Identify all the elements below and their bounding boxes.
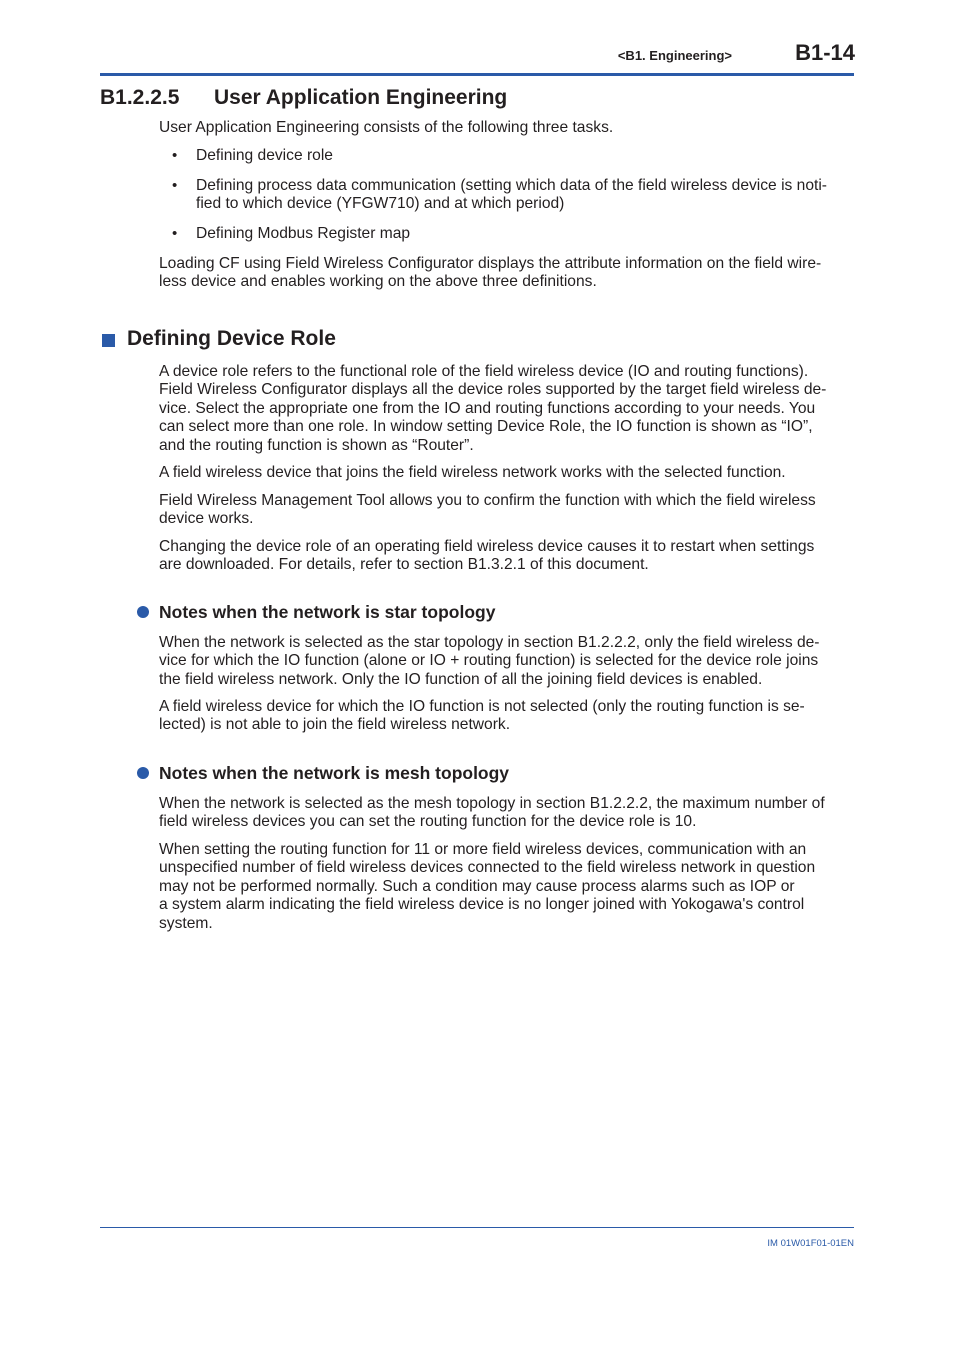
text-line: lected) is not able to join the field wireless network.	[159, 716, 511, 734]
text-line: A field wireless device for which the IO function is not selected (only the routing function is se-	[159, 698, 805, 715]
text-line: less device and enables working on the above three definitions.	[159, 273, 597, 291]
text-line: can select more than one role. In window setting Device Role, the IO function is shown as “IO”,	[159, 418, 813, 436]
device-role-para-2: A field wireless device that joins the field wireless network works with the selected function.	[159, 464, 786, 481]
text-line: unspecified number of field wireless devices connected to the field wireless network in question	[159, 859, 816, 877]
device-role-para-3	[159, 492, 853, 529]
text-line: A device role refers to the functional role of the field wireless device (IO and routing functions).	[159, 363, 809, 380]
text-line: Field Wireless Configurator displays all the device roles supported by the target field wireless de-	[159, 381, 827, 399]
text-line: field wireless devices you can set the routing function for the device role is 10.	[159, 813, 697, 831]
document-id: IM 01W01F01-01EN	[767, 1238, 854, 1249]
mesh-heading: Notes when the network is mesh topology	[159, 763, 510, 783]
bullet-icon: •	[172, 225, 178, 242]
square-bullet-icon	[102, 334, 115, 347]
star-heading: Notes when the network is star topology	[159, 602, 496, 622]
star-para-1	[159, 634, 853, 689]
page-number: B1-14	[795, 40, 855, 65]
bullet-icon: •	[172, 147, 178, 164]
text-line: vice. Select the appropriate one from the IO and routing functions according to your needs. You	[159, 399, 816, 417]
bullet-icon: •	[172, 177, 178, 194]
text-line: are downloaded. For details, refer to section B1.3.2.1 of this document.	[159, 556, 649, 574]
text-line: device works.	[159, 510, 254, 528]
text-line: a system alarm indicating the field wireless device is no longer joined with Yokogawa's control	[159, 896, 805, 914]
text-line: vice for which the IO function (alone or IO + routing function) is selected for the device role joins	[159, 652, 819, 670]
footer-rule	[100, 1227, 854, 1228]
text-line: When the network is selected as the mesh topology in section B1.2.2.2, the maximum number of	[159, 795, 825, 812]
section-number: B1.2.2.5	[100, 86, 180, 109]
header-rule	[100, 73, 854, 76]
text-line: may not be performed normally. Such a condition may cause process alarms such as IOP or	[159, 877, 795, 895]
section-closing	[159, 255, 853, 292]
text-line: Changing the device role of an operating field wireless device causes it to restart when settings	[159, 538, 815, 555]
mesh-para-1	[159, 795, 853, 832]
star-para-2	[159, 698, 853, 735]
text-line: When setting the routing function for 11 or more field wireless devices, communication with an	[159, 841, 807, 858]
chapter-label: <B1. Engineering>	[617, 48, 732, 63]
device-role-para-4	[159, 538, 853, 575]
text-line: and the routing function is shown as “Router”.	[159, 436, 474, 454]
text-line: system.	[159, 914, 213, 932]
list-item: Defining device role	[196, 147, 333, 164]
list-item-line: Defining process data communication (setting which data of the field wireless device is noti-	[196, 177, 827, 194]
list-item-line: fied to which device (YFGW710) and at which period)	[196, 195, 565, 213]
mesh-para-2	[159, 841, 853, 933]
text-line: When the network is selected as the star topology in section B1.2.2.2, only the field wireless de-	[159, 634, 820, 651]
list-item: Defining Modbus Register map	[196, 225, 411, 242]
section-title: User Application Engineering	[214, 86, 508, 109]
text-line: the field wireless network. Only the IO function of all the joining field devices is enabled.	[159, 670, 763, 688]
circle-bullet-icon	[137, 606, 149, 618]
subsection-heading: Defining Device Role	[127, 327, 336, 350]
circle-bullet-icon	[137, 767, 149, 779]
text-line: Loading CF using Field Wireless Configurator displays the attribute information on the field wire-	[159, 255, 822, 272]
device-role-para-1	[159, 363, 853, 455]
list-item	[196, 177, 853, 214]
section-intro: User Application Engineering consists of the following three tasks.	[159, 119, 614, 136]
text-line: Field Wireless Management Tool allows you to confirm the function with which the field wireless	[159, 492, 816, 509]
